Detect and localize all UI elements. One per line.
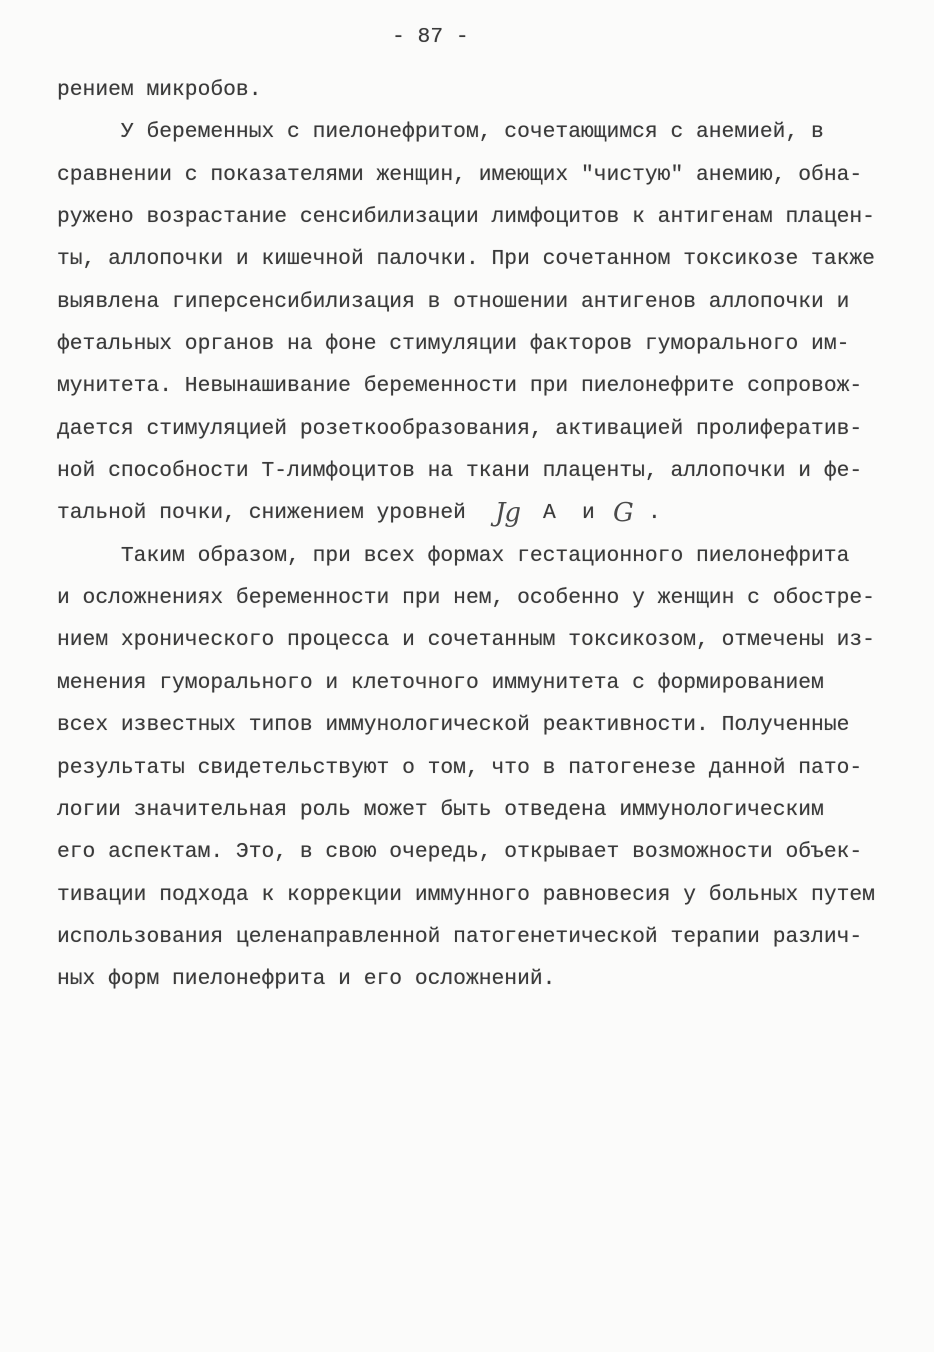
text-line: ных форм пиелонефрита и его осложнений. bbox=[57, 967, 556, 992]
text-line: мунитета. Невынашивание беременности при пиелонефрите сопровож- bbox=[57, 374, 863, 399]
text-line: логии значительная роль может быть отведена иммунологическим bbox=[57, 797, 824, 822]
text-line: ты, аллопочки и кишечной палочки. При сочетанном токсикозе также bbox=[57, 247, 875, 272]
text-line: и осложнениях беременности при нем, особенно у женщин с обостре- bbox=[57, 586, 875, 611]
body-text bbox=[57, 69, 917, 1001]
letter-a: A bbox=[543, 501, 556, 526]
text-line: дается стимуляцией розеткообразования, активацией пролифератив- bbox=[57, 416, 863, 441]
text-line: менения гуморального и клеточного иммунитета с формированием bbox=[57, 670, 824, 695]
text-line: тивации подхода к коррекции иммунного равновесия у больных путем bbox=[57, 882, 875, 907]
text-line: всех известных типов иммунологической реактивности. Полученные bbox=[57, 713, 850, 738]
text-line: нием хронического процесса и сочетанным токсикозом, отмечены из- bbox=[57, 628, 875, 653]
text-line-with-formula bbox=[57, 492, 917, 534]
text-line: его аспектам. Это, в свою очередь, открывает возможности объек- bbox=[57, 840, 863, 865]
handwritten-ig-symbol: Jg bbox=[495, 498, 521, 529]
formula-line-period: . bbox=[648, 501, 661, 526]
text-line: У беременных с пиелонефритом, сочетающимся с анемией, в bbox=[120, 120, 824, 145]
text-line: фетальных органов на фоне стимуляции факторов гуморального им- bbox=[57, 332, 850, 357]
text-line: результаты свидетельствуют о том, что в патогенезе данной пато- bbox=[57, 755, 863, 780]
text-line: использования целенаправленной патогенетической терапии различ- bbox=[57, 924, 863, 949]
paragraph-pyelonephritis-anemia bbox=[57, 111, 917, 534]
text-line: ной способности Т-лимфоцитов на ткани плаценты, аллопочки и фе- bbox=[57, 459, 863, 484]
text-line: Таким образом, при всех формах гестационного пиелонефрита bbox=[120, 543, 850, 568]
paragraph-continuation bbox=[57, 69, 917, 111]
conjunction: и bbox=[582, 501, 595, 526]
text-line: сравнении с показателями женщин, имеющих "чистую" анемию, обна- bbox=[57, 162, 863, 187]
paragraph-conclusion bbox=[57, 535, 917, 1001]
handwritten-g-symbol: G bbox=[613, 498, 633, 529]
text-line: рением микробов. bbox=[57, 78, 262, 102]
formula-line-text: тальной почки, снижением уровней bbox=[57, 501, 466, 526]
page-number: - 87 - bbox=[392, 25, 469, 49]
text-line: ружено возрастание сенсибилизации лимфоцитов к антигенам плацен- bbox=[57, 205, 875, 230]
text-line: выявлена гиперсенсибилизация в отношении антигенов аллопочки и bbox=[57, 289, 850, 314]
